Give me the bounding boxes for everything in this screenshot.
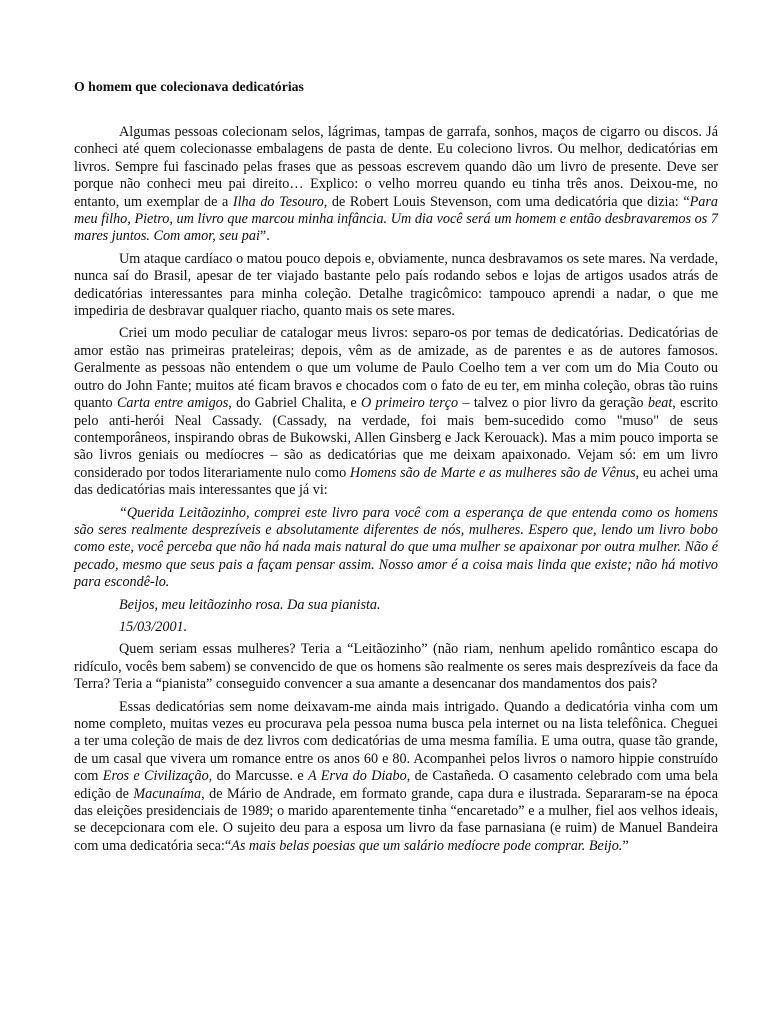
text-run: 15/03/2001.	[119, 618, 188, 635]
text-run: , escrito pelo anti-herói Neal Cassady. (Cassady, na verdade, foi mais bem-sucedido como "muso" de seus contemporâneos, inspirando obras de Bukowski, Allen Ginsberg e Jack Kerouack). Mas a mim pouco importa se são livros geniais ou medíocres – são as dedicatórias que me deixam apaixonado. Vejam só: em um livro considerado por todos literariamente nulo como	[74, 395, 718, 481]
text-run: , do Gabriel Chalita, e	[228, 395, 361, 412]
page-title: O homem que colecionava dedicatórias	[74, 79, 304, 94]
italic-text: beat	[647, 395, 673, 412]
text-run: Um ataque cardíaco o matou pouco depois e, obviamente, nunca desbravamos os sete mares. Na verdade, nunca saí do Brasil, apesar de ter viajado bastante pelo país rodando sebos e lojas de artigos usados atrás de dedicatórias interessantes para minha coleção. Detalhe tragicômico: tampouco aprendi a nadar, o que me impediria de desbravar qualquer riacho, quanto mais os sete mares.	[74, 250, 718, 320]
italic-text: O primeiro terço	[360, 395, 459, 412]
text-run: Algumas pessoas colecionam selos, lágrimas, tampas de garrafa, sonhos, maços de cigarro ou discos. Já conheci até quem colecionasse embalagens de pasta de dente. Eu coleciono livros. Ou melhor, dedicatórias em livros. Sempre fui fascinado pelas frases que as pessoas escrevem quando dão um livro de presente. Deve ser porque não conheci meu pai direito… Explico: o velho morreu quando eu tinha três anos. Deixou-me, no entanto, um exemplar de a	[74, 124, 718, 210]
italic-text: Macunaíma	[133, 785, 202, 802]
text-run: Quem seriam essas mulheres? Teria a “Leitãozinho” (não riam, nenhum apelido romântico escapa do ridículo, vocês bem sabem) se convencido de que os homens são realmente os seres mais desprezíveis da face da Terra? Teria a “pianista” conseguido convencer a sua amante a desencanar dos mandamentos dos pais?	[74, 641, 718, 693]
text-run: , de Castañeda. O casamento celebrado com uma bela edição de	[74, 768, 718, 802]
text-run: Beijos, meu leitãozinho rosa. Da sua pianista.	[119, 596, 381, 613]
italic-text: As mais belas poesias que um salário medíocre pode comprar. Beijo.	[231, 837, 623, 854]
italic-text: Homens são de Marte e as mulheres são de Vênus	[349, 464, 636, 481]
paragraph-p1	[74, 124, 718, 246]
text-run: , de Robert Louis Stevenson, com uma dedicatória que dizia: “	[323, 193, 690, 210]
paragraph-p6	[74, 619, 718, 636]
text-run: , de Mário de Andrade, em formato grande, capa dura e ilustrada. Separaram-se na época das eleições presidenciais de 1989; o marido aparentemente tinha “encaretado” e a mulher, fiel aos velhos ideais, se decepcionara com ele. O sujeito deu para a esposa um livro da fase parnasiana (e ruim) de Manuel Bandeira com uma dedicatória seca:“	[74, 785, 718, 854]
body-text	[74, 124, 718, 855]
text-run: , do Marcusse. e	[208, 768, 308, 785]
paragraph-p4	[74, 505, 718, 592]
italic-text: A Erva do Diabo	[308, 768, 407, 785]
text-run: “Querida Leitãozinho, comprei este livro para você com a esperança de que entenda como os homens são seres realmente desprezíveis e absolutamente diferentes de nós, mulheres. Espero que, lendo um livro bobo como este, você perceba que não há nada mais natural do que uma mulher se apaixonar por outra mulher. Não é pecado, mesmo que seus pais a façam pensar assim. Nosso amor é a coisa mais linda que existe; não há motivo para escondê-lo.	[74, 504, 718, 591]
text-run: – talvez o pior livro da geração	[458, 395, 648, 412]
italic-text: Para meu filho, Pietro, um livro que marcou minha infância. Um dia você será um homem e então desbravaremos os 7 mares juntos. Com amor, seu pai	[74, 193, 719, 245]
text-run: ”	[622, 837, 629, 854]
paragraph-p5	[74, 597, 718, 614]
paragraph-p7	[74, 641, 718, 693]
text-run: , eu achei uma das dedicatórias mais interessantes que já vi:	[74, 464, 718, 499]
paragraph-p8	[74, 699, 718, 856]
italic-text: Ilha do Tesouro	[232, 193, 324, 210]
italic-text: Carta entre amigos	[116, 395, 229, 412]
text-run: Essas dedicatórias sem nome deixavam-me ainda mais intrigado. Quando a dedicatória vinha com um nome completo, muitas vezes eu procurava pela pessoa numa busca pela internet ou na lista telefônica. Cheguei a ter uma coleção de mais de dez livros com dedicatórias de uma mesma família. E uma outra, quase tão grande, de um casal que vivera um romance entre os anos 60 e 80. Acompanhei pelos livros o namoro hippie construído com	[74, 698, 718, 785]
text-run: Criei um modo peculiar de catalogar meus livros: separo-os por temas de dedicatórias. Dedicatórias de amor estão nas primeiras prateleiras; depois, vêm as de amizade, as de parentes e as de autores famosos. Geralmente as pessoas não entendem o que um volume de Paulo Coelho tem a ver com um do Mia Couto ou outro do John Fante; muitos até ficam bravos e chocados com o fato de eu ter, em minha coleção, obras tão ruins quanto	[74, 325, 718, 412]
paragraph-p3	[74, 325, 718, 499]
paragraph-p2	[74, 251, 718, 321]
italic-text: Eros e Civilização	[102, 768, 209, 785]
text-run: ”.	[259, 228, 270, 245]
